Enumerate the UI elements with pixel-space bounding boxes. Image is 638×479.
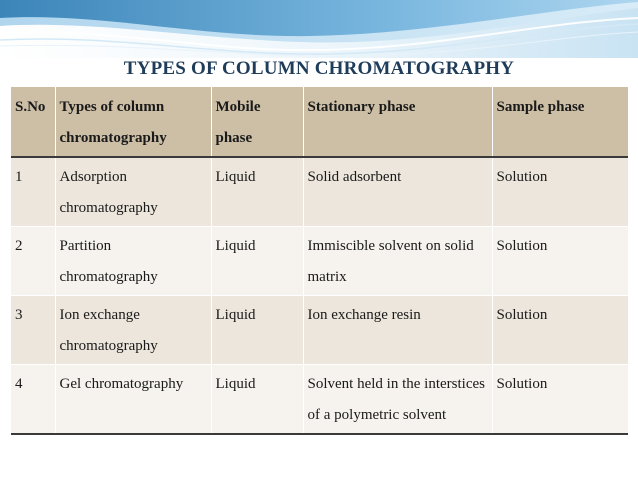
header-sno: S.No [11, 87, 55, 157]
cell-mobile-phase: Liquid [211, 365, 303, 435]
cell-stationary-phase: Solvent held in the interstices of a polymetric solvent [303, 365, 492, 435]
cell-sample-phase: Solution [492, 157, 628, 227]
cell-type: Gel chromatography [55, 365, 211, 435]
header-sample-phase: Sample phase [492, 87, 628, 157]
table-row [11, 296, 628, 365]
header-type: Types of column chromatography [55, 87, 211, 157]
header-stationary-phase: Stationary phase [303, 87, 492, 157]
cell-sample-phase: Solution [492, 365, 628, 435]
chromatography-table [11, 87, 628, 435]
table-row [11, 157, 628, 227]
cell-type: Ion exchange chromatography [55, 296, 211, 365]
table-header-row [11, 87, 628, 157]
cell-mobile-phase: Liquid [211, 227, 303, 296]
table-row [11, 365, 628, 435]
header-mobile-phase: Mobile phase [211, 87, 303, 157]
table-row [11, 227, 628, 296]
cell-mobile-phase: Liquid [211, 296, 303, 365]
cell-sno: 4 [15, 376, 23, 392]
cell-stationary-phase: Ion exchange resin [303, 296, 492, 365]
cell-mobile-phase: Liquid [211, 157, 303, 227]
cell-type: Adsorption chromatography [55, 157, 211, 227]
cell-sample-phase: Solution [492, 296, 628, 365]
cell-sno: 3 [15, 307, 23, 323]
cell-sample-phase: Solution [492, 227, 628, 296]
decorative-wave-banner [0, 0, 638, 58]
cell-sno: 2 [15, 238, 23, 254]
cell-stationary-phase: Solid adsorbent [303, 157, 492, 227]
page-title: TYPES OF COLUMN CHROMATOGRAPHY [123, 58, 515, 79]
cell-sno: 1 [15, 169, 23, 185]
cell-stationary-phase: Immiscible solvent on solid matrix [303, 227, 492, 296]
cell-type: Partition chromatography [55, 227, 211, 296]
